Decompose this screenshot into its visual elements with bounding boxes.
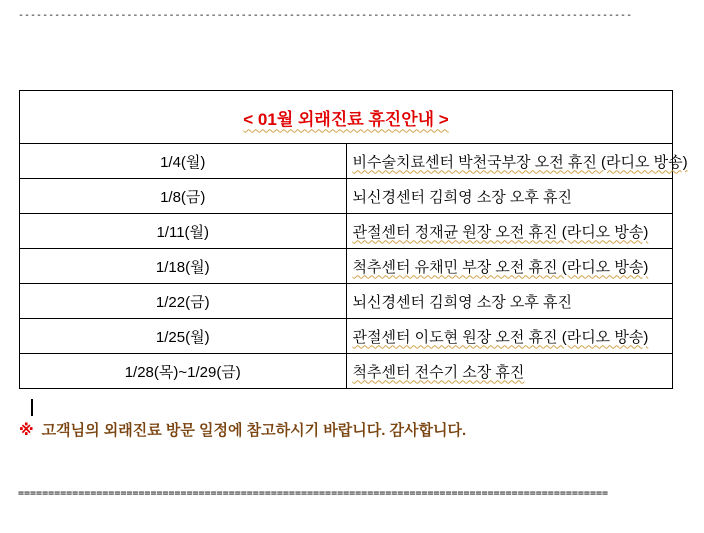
table-row	[20, 144, 673, 179]
reference-mark: ※	[19, 422, 34, 439]
date-cell[interactable]: 1/22(금)	[20, 284, 347, 319]
table-title: < 01월 외래진료 휴진안내 >	[243, 109, 449, 129]
bottom-double-rule: ==================================================================================================	[18, 488, 609, 499]
date-cell[interactable]: 1/28(목)~1/29(금)	[20, 354, 347, 389]
table-row	[20, 284, 673, 319]
description-text: 척추센터 전수기 소장 휴진	[352, 363, 525, 381]
table-row	[20, 319, 673, 354]
date-cell[interactable]: 1/4(월)	[20, 144, 347, 179]
description-cell[interactable]	[346, 284, 673, 319]
description-cell[interactable]	[346, 179, 673, 214]
description-text: 비수술치료센터 박천국부장 오전 휴진 (라디오 방송)	[352, 153, 688, 171]
table-row	[20, 179, 673, 214]
description-cell[interactable]	[346, 249, 673, 284]
description-text: 척추센터 유채민 부장 오전 휴진 (라디오 방송)	[352, 258, 649, 276]
description-cell[interactable]	[346, 144, 688, 179]
date-cell[interactable]: 1/8(금)	[20, 179, 347, 214]
description-text: 관절센터 정재균 원장 오전 휴진 (라디오 방송)	[352, 223, 649, 241]
top-dashed-rule: ------------------------------------------------------------------------------------------------------	[18, 10, 633, 21]
description-text: 뇌신경센터 김희영 소장 오후 휴진	[352, 188, 573, 206]
table-title-cell[interactable]	[20, 91, 673, 144]
description-text: 뇌신경센터 김희영 소장 오후 휴진	[352, 293, 573, 311]
text-cursor	[31, 399, 33, 416]
date-cell[interactable]: 1/25(월)	[20, 319, 347, 354]
table-row	[20, 214, 673, 249]
description-cell[interactable]	[346, 354, 673, 389]
description-text: 관절센터 이도현 원장 오전 휴진 (라디오 방송)	[352, 328, 649, 346]
table-title-row	[20, 91, 673, 144]
closing-notice[interactable]	[19, 419, 466, 440]
notice-text: 고객님의 외래진료 방문 일정에 참고하시기 바랍니다. 감사합니다.	[41, 422, 467, 439]
date-cell[interactable]: 1/18(월)	[20, 249, 347, 284]
table-row	[20, 249, 673, 284]
description-cell[interactable]	[346, 214, 673, 249]
closure-schedule-table	[19, 90, 688, 389]
table-row	[20, 354, 673, 389]
date-cell[interactable]: 1/11(월)	[20, 214, 347, 249]
description-cell[interactable]	[346, 319, 673, 354]
